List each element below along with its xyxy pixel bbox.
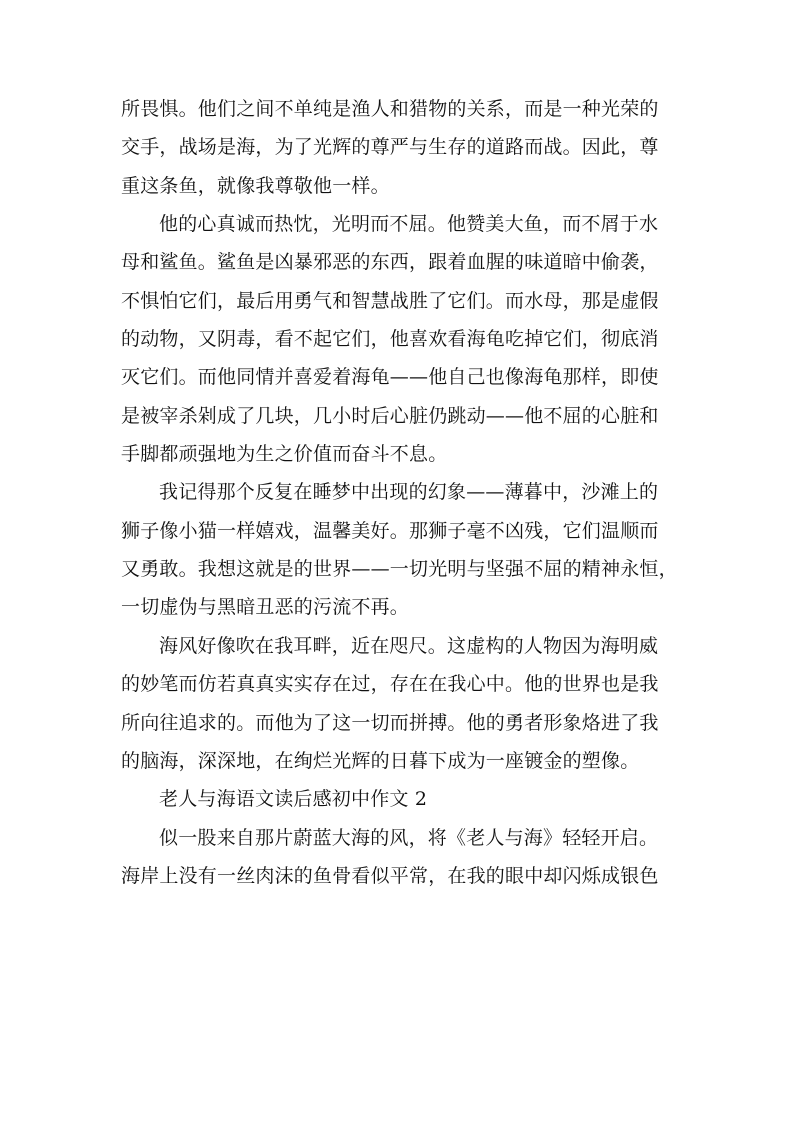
text-line: 所向往追求的。而他为了这一切而拼搏。他的勇者形象烙进了我 — [121, 711, 659, 734]
text-line: 一切虚伪与黑暗丑恶的污流不再。 — [121, 596, 410, 619]
text-line: 似一股来自那片蔚蓝大海的风，将《老人与海》轻轻开启。 — [159, 826, 659, 849]
text-line: 的妙笔而仿若真真实实存在过，存在在我心中。他的世界也是我 — [121, 673, 659, 696]
text-line: 的脑海，深深地，在绚烂光辉的日暮下成为一座镀金的塑像。 — [121, 749, 640, 772]
text-line: 手脚都顽强地为生之价值而奋斗不息。 — [121, 443, 448, 466]
text-line: 的动物，又阴毒，看不起它们，他喜欢看海龟吃掉它们，彻底消 — [121, 328, 659, 351]
text-line: 灭它们。而他同情并喜爱着海龟——他自己也像海龟那样，即使 — [121, 366, 659, 389]
text-line: 母和鲨鱼。鲨鱼是凶暴邪恶的东西，跟着血腥的味道暗中偷袭， — [121, 251, 659, 274]
text-line: 狮子像小猫一样嬉戏，温馨美好。那狮子毫不凶残，它们温顺而 — [121, 519, 659, 542]
text-line: 海风好像吹在我耳畔，近在咫尺。这虚构的人物因为海明威 — [159, 634, 659, 657]
document-body — [121, 90, 681, 895]
text-line: 不惧怕它们，最后用勇气和智慧战胜了它们。而水母，那是虚假 — [121, 289, 659, 312]
text-line: 所畏惧。他们之间不单纯是渔人和猎物的关系，而是一种光荣的 — [121, 98, 659, 120]
text-line: 他的心真诚而热忱，光明而不屈。他赞美大鱼，而不屑于水 — [159, 213, 659, 236]
text-line: 海岸上没有一丝肉沫的鱼骨看似平常，在我的眼中却闪烁成银色 — [121, 864, 659, 887]
text-line: 是被宰杀剁成了几块，几小时后心脏仍跳动——他不屈的心脏和 — [121, 404, 659, 427]
text-line: 交手，战场是海，为了光辉的尊严与生存的道路而战。因此，尊 — [121, 136, 659, 159]
text-line: 我记得那个反复在睡梦中出现的幻象——薄暮中，沙滩上的 — [159, 481, 659, 504]
text-line: 又勇敢。我想这就是的世界——一切光明与坚强不屈的精神永恒， — [121, 558, 678, 581]
section-heading: 老人与海语文读后感初中作文 2 — [159, 788, 428, 811]
text-line: 重这条鱼，就像我尊敬他一样。 — [121, 174, 390, 197]
